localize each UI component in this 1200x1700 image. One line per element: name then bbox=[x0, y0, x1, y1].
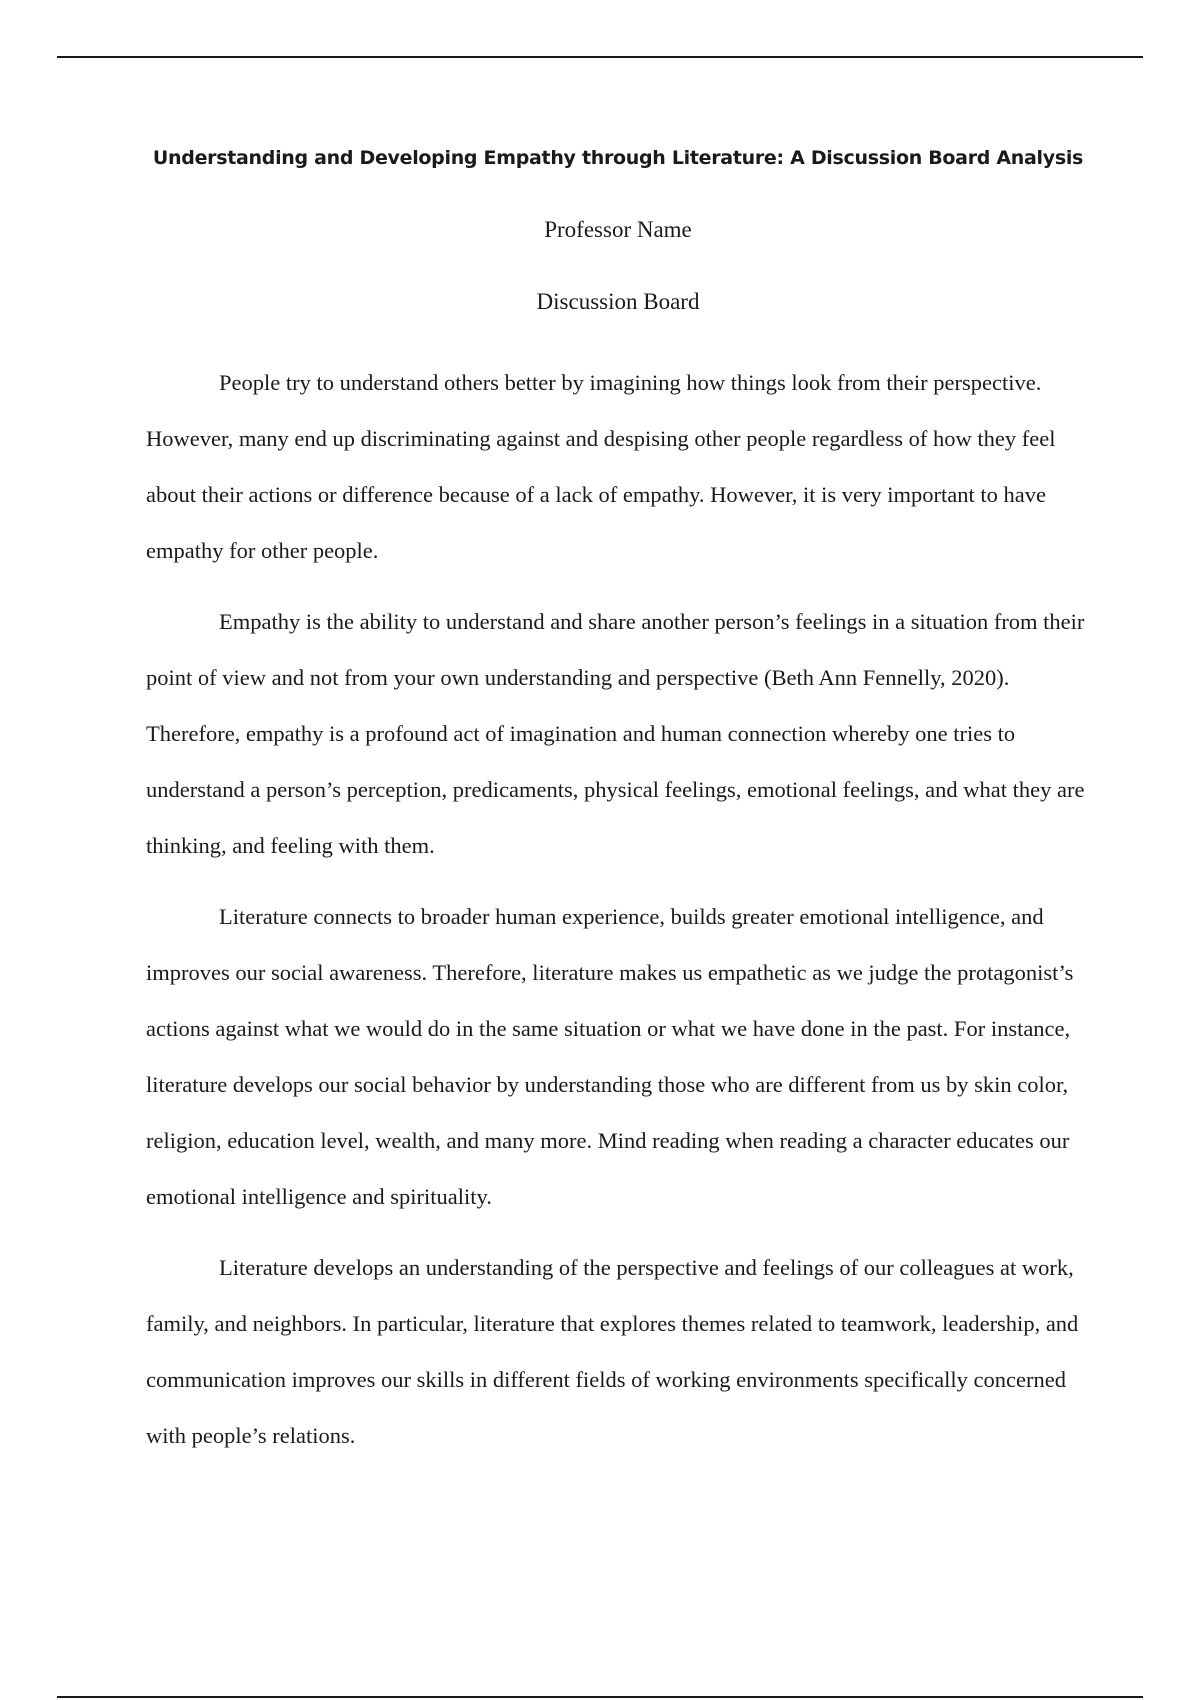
paragraph-3: Literature connects to broader human experience, builds greater emotional intelligence, and improves our social awareness. Therefore, literature makes us empathetic as we judge the protagonist’s actions against what we would do in the same situation or what we have done in the past. For instance, literature develops our social behavior by understanding those who are different from us by skin color, religion, education level, wealth, and many more. Mind reading when reading a character educates our emotional intelligence and spirituality. bbox=[146, 904, 1074, 1209]
footer-rule bbox=[57, 1696, 1143, 1698]
paragraph-4: Literature develops an understanding of the perspective and feelings of our colleagues at work, family, and neighbors. In particular, literature that explores themes related to teamwork, leadership, and communication improves our skills in different fields of working environments specifically concerned with people’s relations. bbox=[146, 1255, 1079, 1448]
paragraph-1: People try to understand others better by imagining how things look from their perspective. However, many end up discriminating against and despising other people regardless of how they feel about their actions or difference because of a lack of empathy. However, it is very important to have empathy for other people. bbox=[146, 370, 1056, 563]
professor-name: Professor Name bbox=[544, 217, 692, 242]
document-title: Understanding and Developing Empathy through Literature: A Discussion Board Analysis bbox=[152, 147, 1084, 169]
paragraph-2: Empathy is the ability to understand and share another person’s feelings in a situation from their point of view and not from your own understanding and perspective (Beth Ann Fennelly, 2020). Therefore, empathy is a profound act of imagination and human connection whereby one tries to understand a person’s perception, predicaments, physical feelings, emotional feelings, and what they are thinking, and feeling with them. bbox=[146, 609, 1085, 858]
header-rule bbox=[57, 56, 1143, 58]
course-name: Discussion Board bbox=[536, 289, 700, 314]
document-body bbox=[146, 355, 1086, 1479]
